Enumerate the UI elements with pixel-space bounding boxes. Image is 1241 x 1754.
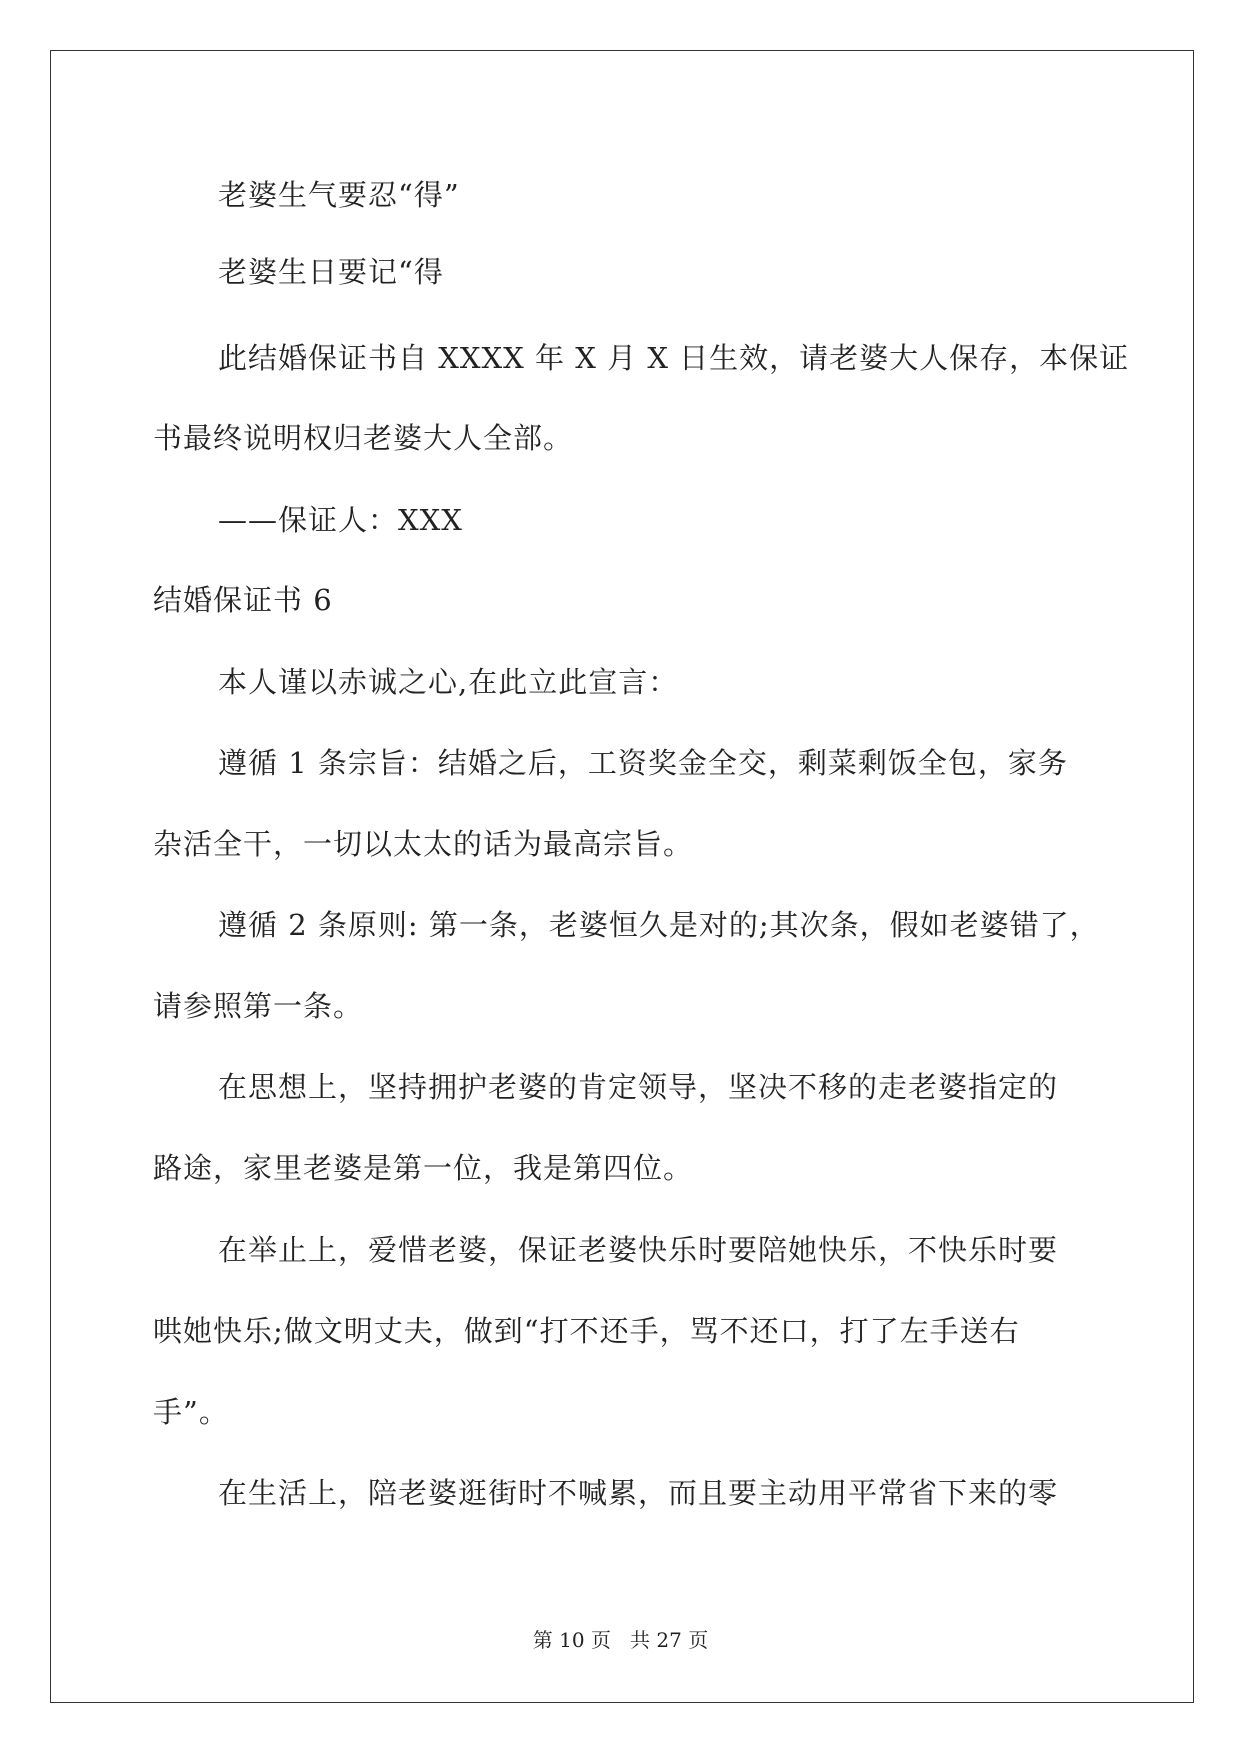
- text-line: 在思想上，坚持拥护老婆的肯定领导，坚决不移的走老婆指定的: [218, 1070, 1059, 1104]
- signature-line: ——保证人：XXX: [218, 503, 463, 537]
- text-line: 老婆生气要忍“得”: [218, 178, 460, 212]
- page-number: 第 10 页 共 27 页: [532, 1628, 709, 1652]
- text-line: 老婆生日要记“得: [218, 255, 444, 289]
- page-border: [50, 50, 1194, 1703]
- text-line: 在生活上，陪老婆逛街时不喊累，而且要主动用平常省下来的零: [218, 1476, 1059, 1510]
- text-line: 此结婚保证书自 XXXX 年 X 月 X 日生效，请老婆大人保存，本保证: [218, 341, 1130, 375]
- text-line: 手”。: [153, 1395, 229, 1429]
- text-line: 哄她快乐;做文明丈夫，做到“打不还手，骂不还口，打了左手送右: [153, 1314, 1020, 1348]
- text-line: 遵循 2 条原则: 第一条，老婆恒久是对的;其次条，假如老婆错了，: [218, 908, 1100, 942]
- text-line: 请参照第一条。: [153, 989, 364, 1023]
- text-line: 路途，家里老婆是第一位，我是第四位。: [153, 1151, 694, 1185]
- text-line: 书最终说明权归老婆大人全部。: [153, 421, 574, 455]
- text-line: 本人谨以赤诚之心,在此立此宣言：: [218, 665, 679, 699]
- text-line: 遵循 1 条宗旨：结婚之后，工资奖金全交，剩菜剩饭全包，家务: [218, 746, 1068, 780]
- text-line: 杂活全干，一切以太太的话为最高宗旨。: [153, 827, 694, 861]
- section-heading: 结婚保证书 6: [153, 583, 333, 617]
- text-line: 在举止上，爱惜老婆，保证老婆快乐时要陪她快乐，不快乐时要: [218, 1233, 1059, 1267]
